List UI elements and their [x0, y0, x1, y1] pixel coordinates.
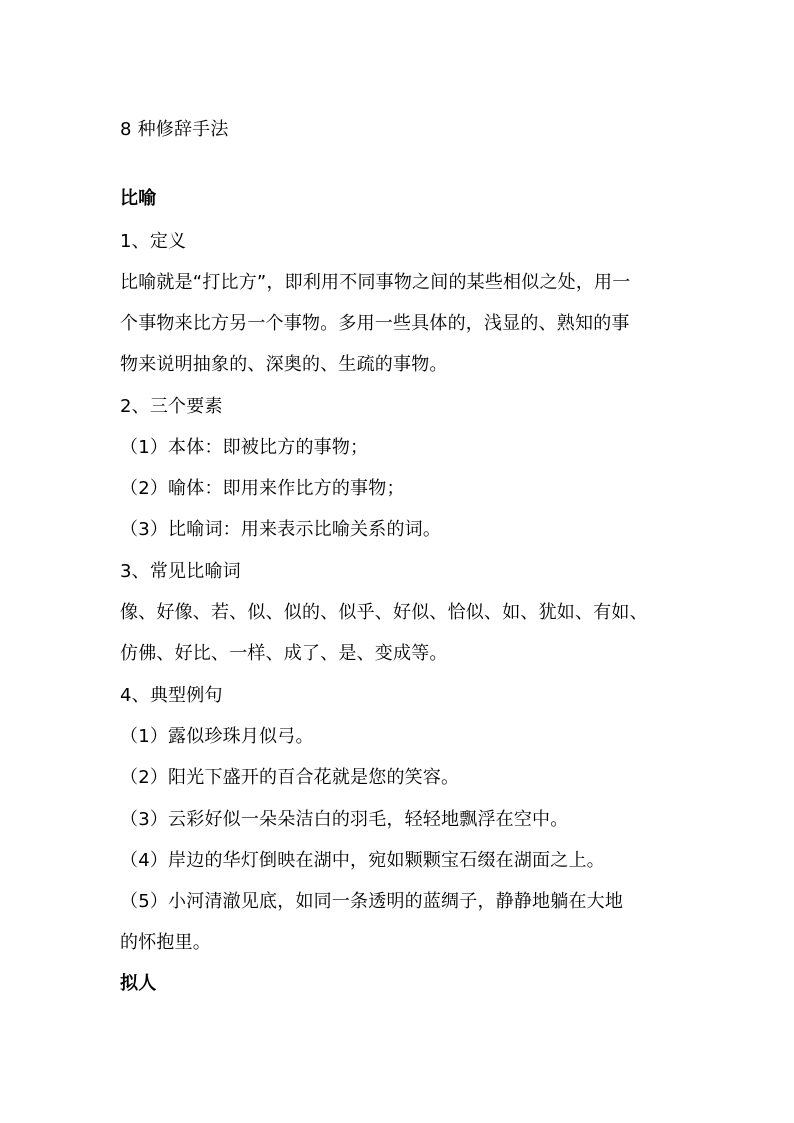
example-item-continuation: 的怀抱里。	[120, 932, 211, 953]
definition-line: 个事物来比方另一个事物。多用一些具体的，浅显的、熟知的事	[120, 313, 630, 334]
definition-line: 比喻就是“打比方”，即利用不同事物之间的某些相似之处，用一	[120, 272, 631, 293]
definition-heading: 1、定义	[120, 231, 187, 252]
example-item: （5）小河清澈见底，如同一条透明的蓝绸子，静静地躺在大地	[120, 891, 624, 912]
common-words-line: 仿佛、好比、一样、成了、是、变成等。	[120, 643, 448, 664]
example-item: （3）云彩好似一朵朵洁白的羽毛，轻轻地飘浮在空中。	[120, 809, 569, 830]
definition-line: 物来说明抽象的、深奥的、生疏的事物。	[120, 354, 448, 375]
next-section-heading: 拟人	[120, 973, 157, 994]
common-words-heading: 3、常见比喻词	[120, 561, 241, 582]
element-item: （2）喻体：即用来作比方的事物；	[120, 478, 405, 499]
examples-heading: 4、典型例句	[120, 685, 223, 706]
example-item: （2）阳光下盛开的百合花就是您的笑容。	[120, 767, 460, 788]
common-words-line: 像、好像、若、似、似的、似乎、好似、恰似、如、犹如、有如、	[120, 602, 648, 623]
element-item: （1）本体：即被比方的事物；	[120, 437, 369, 458]
section-heading: 比喻	[120, 188, 157, 209]
example-item: （4）岸边的华灯倒映在湖中，宛如颗颗宝石缀在湖面之上。	[120, 850, 605, 871]
document-title: 8 种修辞手法	[120, 119, 229, 140]
elements-heading: 2、三个要素	[120, 396, 223, 417]
element-item: （3）比喻词：用来表示比喻关系的词。	[120, 519, 442, 540]
example-item: （1）露似珍珠月似弓。	[120, 726, 314, 747]
